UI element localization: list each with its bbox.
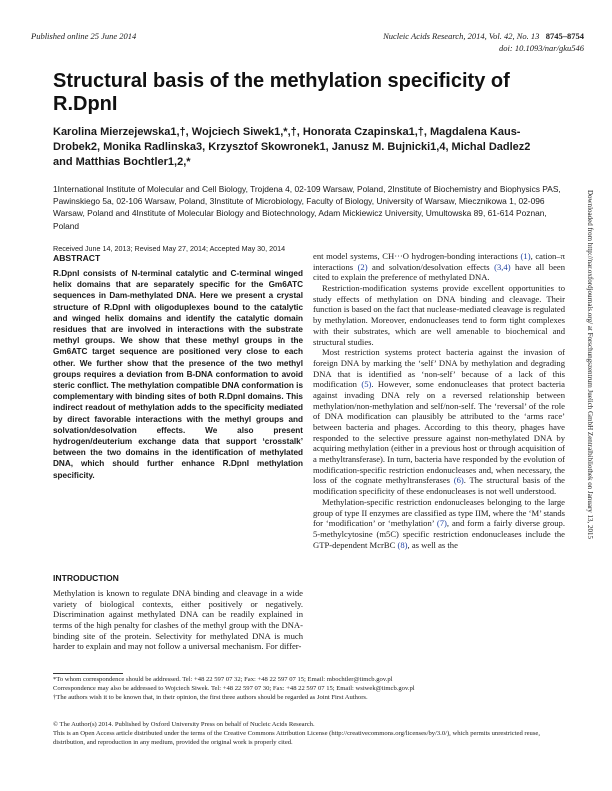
citation-link[interactable]: (7)	[436, 518, 447, 529]
text-span: , and form a fairly diverse group. 5-methylcytosine (m5C) specific restriction endonucleases include the GTP-dependent McrBC	[313, 518, 565, 550]
author-list: Karolina Mierzejewska1,†, Wojciech Siwek1,*,†, Honorata Czapinska1,†, Magdalena Kaus-Drobek2, Monika Radlinska3, Krzysztof Skowronek1, Janusz M. Bujnicki1,4, Michal Dadlez2 and Matthias Bochtler1,2,*	[53, 126, 531, 168]
introduction-heading: INTRODUCTION	[53, 573, 119, 583]
right-paragraph-3	[313, 347, 565, 497]
text-span: . The structural basis of the modification specificity of these endonucleases is not well understood.	[313, 475, 565, 497]
citation-link[interactable]: (8)	[397, 539, 408, 550]
paper-title: Structural basis of the methylation specificity of R.DpnI	[53, 70, 510, 115]
copyright-line: © The Author(s) 2014. Published by Oxford University Press on behalf of Nucleic Acids Research.	[53, 721, 315, 728]
abstract-heading: ABSTRACT	[53, 253, 101, 263]
right-paragraph-4	[313, 497, 565, 550]
citation-link[interactable]: (1)	[520, 251, 531, 261]
right-column	[313, 251, 565, 550]
citation-link[interactable]: (5)	[361, 379, 372, 390]
doi[interactable]: doi: 10.1093/nar/gku546	[499, 43, 584, 53]
right-paragraph-2: Restriction-modification systems provide excellent opportunities to study effects of methylation on DNA binding and cleavage. Their function is based on the fact that nuclease-mediated cleavage is regulated by methylation. Moreover, endonucleases tend to form tight complexes with their substrates, which are well amenable to biochemical and structural studies.	[313, 283, 565, 347]
text-span: have all been cited to explain the preference of methylated DNA.	[313, 261, 565, 283]
text-span: ent model systems, CH···O hydrogen-bonding interactions	[313, 251, 521, 261]
text-span: . However, some endonucleases that protect bacteria against invading DNA rely on a reversed relationship between methylation/non-methylation and self/non-self. The ‘reversal’ of the role of DNA modification can plausibly be attributed to the ‘arms race’ between bacteria and phages. According to this theory, phages have responded to the selective pressure against non-methylated DNA by acquiring methylation (either in a previous host or through acquisition of a methyltransferase). In turn, bacteria have responded by the evolution of modification-specific restriction endonucleases and, when necessary, the loss of the cognate methyltransferases	[313, 379, 565, 486]
abstract-body: R.DpnI consists of N-terminal catalytic and C-terminal winged helix domains that are separately specific for the Gm6ATC sequences in Dam-methylated DNA. Here we present a crystal structure of R.DpnI with oligoduplexes bound to the catalytic and winged helix domains and identify the catalytic domain residues that are involved in interactions with the substrate methyl groups. We show that these methyl groups in the Gm6ATC target sequence are positioned very close to each other. We further show that the presence of the two methyl groups requires a deviation from B-DNA conformation to avoid steric conflict. The methylation compatible DNA conformation is complementary with binding sites of both R.DpnI domains. This indirect readout of methylation adds to the specificity mediated by direct favorable interactions with the methyl groups and solvation/desolvation effects. We also present hydrogen/deuterium exchange data that support ‘crosstalk’ between the two domains in the identification of methylated DNA, which should further enhance R.DpnI methylation specificity.	[53, 269, 303, 480]
journal-citation	[383, 31, 584, 41]
download-note[interactable]: Downloaded from http://nar.oxfordjournals.org/ at Forschungszentrum Juelich GmbH Zentralbibliothek on January 13, 2015	[586, 190, 594, 540]
footnote-divider	[53, 673, 123, 674]
page-range: 8745–8754	[545, 31, 584, 41]
text-span: , cation–π interactions	[313, 251, 565, 272]
affiliations: 1International Institute of Molecular and Cell Biology, Trojdena 4, 02-109 Warsaw, Poland, 2Institute of Biochemistry and Biophysics PAS, Pawinskiego 5a, 02-106 Warsaw, Poland, 3Institute of Microbiology, Faculty of Biology, University of Warsaw, Miecznikowa 1, 02-096 Warsaw, Poland and 4Institute of Molecular Biology and Biotechnology, Adam Mickiewicz University, Umultowska 89, 61-614 Poznan, Poland	[53, 184, 561, 231]
footnotes	[53, 676, 563, 702]
text-span: , as well as the	[407, 539, 458, 550]
correspondence-note: *To whom correspondence should be addressed. Tel: +48 22 597 07 32; Fax: +48 22 597 07 15; Email: mbochtler@iimcb.gov.pl	[53, 676, 393, 683]
text-span: Methylation-specific restriction endonucleases belonging to the large group of type II enzymes are classified as type IIM, where the ‘M’ stands for ‘modification’ or ‘methylation’	[313, 496, 565, 529]
published-date: Published online 25 June 2014	[31, 31, 137, 41]
right-paragraph-1	[313, 251, 565, 283]
correspondence-note-2: Correspondence may also be addressed to Wojciech Siwek. Tel: +48 22 597 07 30; Fax: +48 22 597 07 15; Email: wsiwek@iimcb.gov.pl	[53, 684, 415, 692]
journal-name: Nucleic Acids Research, 2014, Vol. 42, No. 13	[383, 31, 540, 41]
joint-authors-note: †The authors wish it to be known that, in their opinion, the first three authors should be regarded as Joint First Authors.	[53, 693, 368, 701]
text-span: Most restriction systems protect bacteria against the invasion of foreign DNA by marking the ‘self’ DNA by methylation and degrading DNA that is identified as ‘non-self’ because of a lack of this modification	[313, 347, 565, 390]
received-dates: Received June 14, 2013; Revised May 27, 2014; Accepted May 30, 2014	[53, 244, 286, 253]
citation-link[interactable]: (3,4)	[494, 261, 511, 272]
license-block	[53, 720, 571, 748]
citation-link[interactable]: (6)	[453, 475, 464, 486]
text-span: and solvation/desolvation effects	[367, 261, 495, 272]
intro-paragraph: Methylation is known to regulate DNA binding and cleavage in a wide variety of biological contexts, either positively or negatively. Discrimination against methylated DNA can be readily explained in terms of the high penalty for clashes of the methyl group with the DNA-binding site of the protein. Selectivity for methylated DNA is much harder to explain and may not follow a universal mechanism. For differ-	[53, 588, 303, 652]
license-text: This is an Open Access article distributed under the terms of the Creative Commons Attribution License (http://creativecommons.org/licenses/by/3.0/), which permits unrestricted reuse, distribution, and reproduction in any medium, provided the original work is properly cited.	[53, 730, 540, 747]
citation-link[interactable]: (2)	[357, 261, 368, 272]
introduction-body	[53, 588, 303, 652]
